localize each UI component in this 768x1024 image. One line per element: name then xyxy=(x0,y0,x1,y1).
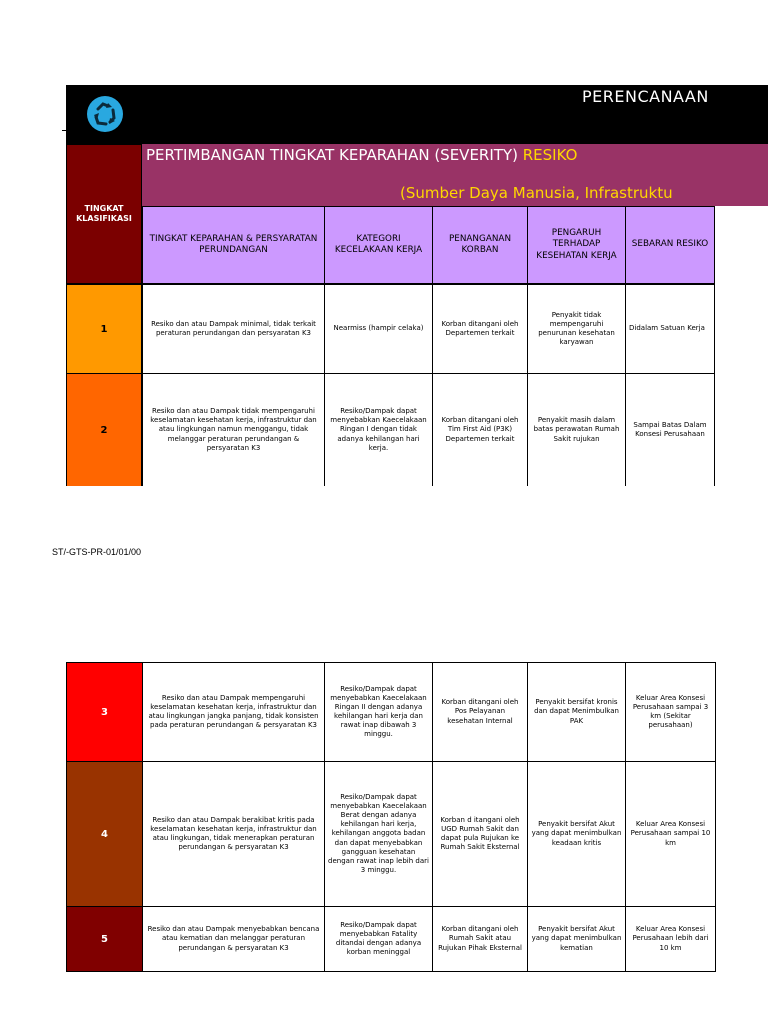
row-3-keparahan: Resiko dan atau Dampak mempengaruhi keselamatan kesehatan kerja, infrastruktur dan atau lingkungan jangka panjang, tidak konsisten pada peraturan perundangan & persyaratan K3 xyxy=(142,662,325,762)
row-2-kategori: Resiko/Dampak dapat menyebabkan Kaecelakaan Ringan I dengan tidak adanya kehilangan hari kerja. xyxy=(324,373,433,486)
row-1-sebaran: Didalam Satuan Kerja xyxy=(625,284,715,374)
row-2-keparahan: Resiko dan atau Dampak tidak mempengaruhi keselamatan kesehatan kerja, infrastruktur dan atau lingkungan namun menggangu, tidak melanggar peraturan perundangan & persyaratan K3 xyxy=(142,373,325,486)
level-5-cell: 5 xyxy=(66,906,143,972)
column-header-keparahan: TINGKAT KEPARAHAN & PERSYARATAN PERUNDANGAN xyxy=(142,206,325,284)
table-title xyxy=(146,146,577,164)
row-4-sebaran: Keluar Area Konsesi Perusahaan sampai 10 km xyxy=(625,761,716,907)
document-code: ST/-GTS-PR-01/01/00 xyxy=(52,547,142,557)
level-3-cell: 3 xyxy=(66,662,143,762)
row-5-sebaran: Keluar Area Konsesi Perusahaan lebih dari 10 km xyxy=(625,906,716,972)
row-4-kategori: Resiko/Dampak dapat menyebabkan Kaecelakaan Berat dengan adanya kehilangan hari kerja, kehilangan anggota badan dan dapat menyebabkan gangguan kesehatan dengan rawat inap lebih dari 3 minggu. xyxy=(324,761,433,907)
row-3-pengaruh: Penyakit bersifat kronis dan dapat Menimbulkan PAK xyxy=(527,662,626,762)
row-1-pengaruh: Penyakit tidak mempengaruhi penurunan kesehatan karyawan xyxy=(527,284,626,374)
table-title-highlight: RESIKO xyxy=(522,146,578,164)
level-1-cell: 1 xyxy=(66,284,142,374)
column-header-sebaran: SEBARAN RESIKO xyxy=(625,206,715,284)
column-header-pengaruh: PENGARUH TERHADAP KESEHATAN KERJA xyxy=(527,206,626,284)
table-title-text: PERTIMBANGAN TINGKAT KEPARAHAN (SEVERITY) xyxy=(146,146,523,164)
row-4-pengaruh: Penyakit bersifat Akut yang dapat menimbulkan keadaan kritis xyxy=(527,761,626,907)
row-2-penanganan: Korban ditangani oleh Tim First Aid (P3K) Departemen terkait xyxy=(432,373,528,486)
row-1-keparahan: Resiko dan atau Dampak minimal, tidak terkait peraturan perundangan dan persyaratan K3 xyxy=(142,284,325,374)
row-5-pengaruh: Penyakit bersifat Akut yang dapat menimbulkan kematian xyxy=(527,906,626,972)
row-4-penanganan: Korban d itangani oleh UGD Rumah Sakit dan dapat pula Rujukan ke Rumah Sakit Eksternal xyxy=(432,761,528,907)
row-5-kategori: Resiko/Dampak dapat menyebabkan Fatality ditandai dengan adanya korban meninggal xyxy=(324,906,433,972)
row-3-penanganan: Korban ditangani oleh Pos Pelayanan kesehatan Internal xyxy=(432,662,528,762)
row-3-kategori: Resiko/Dampak dapat menyebabkan Kaecelakaan Ringan II dengan adanya kehilangan hari kerja dan rawat inap dibawah 3 minggu. xyxy=(324,662,433,762)
row-1-penanganan: Korban ditangani oleh Departemen terkait xyxy=(432,284,528,374)
level-4-cell: 4 xyxy=(66,761,143,907)
row-2-pengaruh: Penyakit masih dalam batas perawatan Rumah Sakit rujukan xyxy=(527,373,626,486)
recycle-icon xyxy=(86,95,124,133)
level-2-cell: 2 xyxy=(66,373,142,486)
divider xyxy=(62,130,67,131)
column-header-kategori: KATEGORI KECELAKAAN KERJA xyxy=(324,206,433,284)
page-title: PERENCANAAN xyxy=(582,87,709,106)
row-2-sebaran: Sampai Batas Dalam Konsesi Perusahaan xyxy=(625,373,715,486)
column-header-penanganan: PENANGANAN KORBAN xyxy=(432,206,528,284)
row-1-kategori: Nearmiss (hampir celaka) xyxy=(324,284,433,374)
row-5-keparahan: Resiko dan atau Dampak menyebabkan bencana atau kematian dan melanggar peraturan perundangan & persyaratan K3 xyxy=(142,906,325,972)
row-3-sebaran: Keluar Area Konsesi Perusahaan sampai 3 km (Sekitar perusahaan) xyxy=(625,662,716,762)
row-4-keparahan: Resiko dan atau Dampak berakibat kritis pada keselamatan kesehatan kerja, infrastruktur dan atau lingkungan, tidak menerapkan peraturan perundangan & persyaratan K3 xyxy=(142,761,325,907)
table-subtitle: (Sumber Daya Manusia, Infrastruktu xyxy=(400,184,673,202)
row-5-penanganan: Korban ditangani oleh Rumah Sakit atau Rujukan Pihak Eksternal xyxy=(432,906,528,972)
column-header-tingkat: TINGKAT KLASIFIKASI xyxy=(66,144,142,284)
